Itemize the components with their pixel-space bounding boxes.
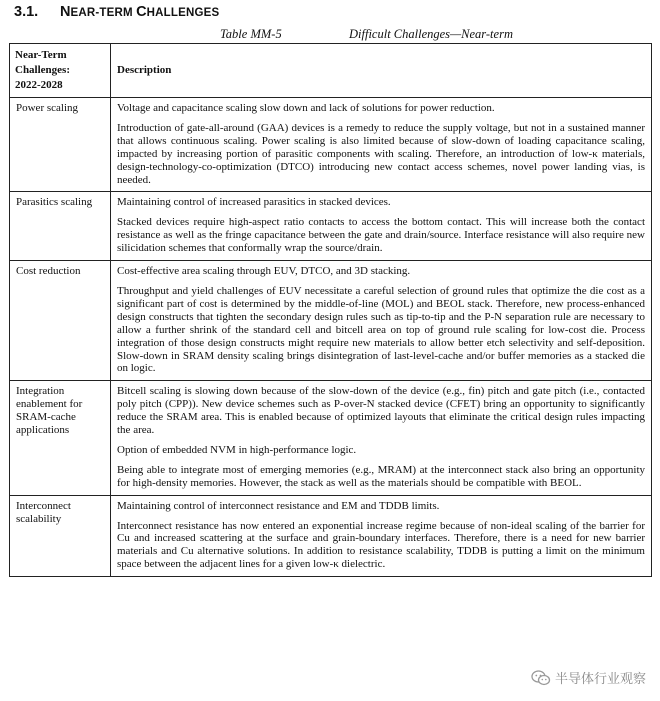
section-title-part2: HALLENGES: [146, 7, 220, 19]
watermark-text: 半导体行业观察: [554, 672, 646, 687]
table-title: Difficult Challenges—Near-term: [349, 27, 513, 41]
section-title-letter-c: C: [136, 4, 147, 20]
table-row: [10, 495, 652, 577]
table-row: [10, 381, 652, 495]
desc-paragraph: Maintaining control of interconnect resistance and EM and TDDB limits.: [117, 499, 440, 512]
row-desc-sram-cache: [111, 381, 652, 495]
row-name-parasitics-scaling: Parasitics scaling: [10, 192, 111, 261]
desc-paragraph: Bitcell scaling is slowing down because of the slow-down of the device (e.g., fin) pitch and gate pitch (i.e., contacted poly pitch (CPP)). New device schemes such as P-over-N stacked device (CFET) bring an opportunity to significantly reduce the SRAM area. This is enabled because of optimized layouts that eliminate the critical design rules impacting the area.: [117, 385, 645, 437]
section-title-letter-n: N: [60, 4, 71, 20]
watermark: [531, 668, 646, 687]
desc-paragraph: Introduction of gate-all-around (GAA) devices is a remedy to reduce the supply voltage, but not in a sustained manner that allows continuous scaling. Power scaling is also limited because of slow-down of loading capacitance scaling, impacted by increasing portion of parasitic components with scaling. Therefore, an introduction of low-κ materials, design-technology-co-optimization (DTCO) introducing new contact access schemes, novel power landing vias, is needed.: [117, 121, 645, 186]
desc-paragraph: Maintaining control of increased parasitics in stacked devices.: [117, 196, 391, 209]
wechat-icon: [531, 670, 551, 686]
table-header-row: [10, 44, 652, 98]
table-caption: [0, 27, 660, 43]
desc-paragraph: Option of embedded NVM in high-performance logic.: [117, 443, 357, 456]
row-name-sram-cache: Integration enablement for SRAM-cache applications: [10, 381, 111, 495]
row-name-interconnect-scalability: Interconnect scalability: [10, 495, 111, 577]
table-row: [10, 192, 652, 261]
header-challenges-line2: Challenges:: [15, 64, 70, 76]
section-heading: [14, 4, 219, 20]
row-name-power-scaling: Power scaling: [10, 98, 111, 192]
row-desc-cost-reduction: [111, 261, 652, 381]
header-challenges: [10, 44, 111, 98]
row-desc-power-scaling: [111, 98, 652, 192]
table-row: [10, 98, 652, 192]
section-number: 3.1.: [14, 4, 39, 20]
row-desc-interconnect-scalability: [111, 495, 652, 577]
table-row: [10, 261, 652, 381]
row-desc-parasitics-scaling: [111, 192, 652, 261]
desc-paragraph: Interconnect resistance has now entered an exponential increase regime because of non-ideal scaling of the barrier for Cu and increased scattering at the surface and grain-boundary interfaces. Therefore, there is a need for new barrier materials and Cu alternative solutions. In addition to resistance scalability, TDDB is putting a limit on the minimum space between the adjacent lines for a given low-κ dielectric.: [117, 519, 645, 571]
table-label: Table MM-5: [220, 27, 282, 41]
header-challenges-line3: 2022-2028: [15, 79, 63, 91]
desc-paragraph: Stacked devices require high-aspect ratio contacts to access the bottom contact. This will increase both the contact resistance as well as the fringe capacitance between the gate and drain/source. Interface resistance will also require new silicidation schemes that conformally wrap the source/drain.: [117, 216, 645, 255]
challenges-table: [9, 43, 652, 577]
desc-paragraph: Cost-effective area scaling through EUV, DTCO, and 3D stacking.: [117, 265, 411, 278]
desc-paragraph: Throughput and yield challenges of EUV necessitate a careful selection of ground rules that optimize the die cost as a significant part of cost is determined by the middle-of-line (MOL) and BEOL stack. Therefore, new process-enhanced design constructs that tighten the secondary design rules such as tip-to-tip and the P-N separation rule are necessary to allow a further shrink of the standard cell and bitcell area on top of ground rule scaling for low-cost die. Process integration of those design constructs might require new materials to allow better etch selectivity and self-deposition. Slow-down in SRAM density scaling brings disintegration of last-level-cache and/or buffer memories as a stacked die on logic.: [117, 284, 645, 375]
row-name-cost-reduction: Cost reduction: [10, 261, 111, 381]
header-challenges-line1: Near-Term: [15, 49, 67, 61]
header-description: Description: [111, 44, 652, 98]
desc-paragraph: Voltage and capacitance scaling slow down and lack of solutions for power reduction.: [117, 102, 495, 114]
desc-paragraph: Being able to integrate most of emerging memories (e.g., MRAM) at the interconnect stack also bring an opportunity for high-density memories. However, the stack as well as the materials should be compatible with BEOL.: [117, 463, 645, 489]
section-title-part1: EAR-TERM: [70, 7, 137, 19]
